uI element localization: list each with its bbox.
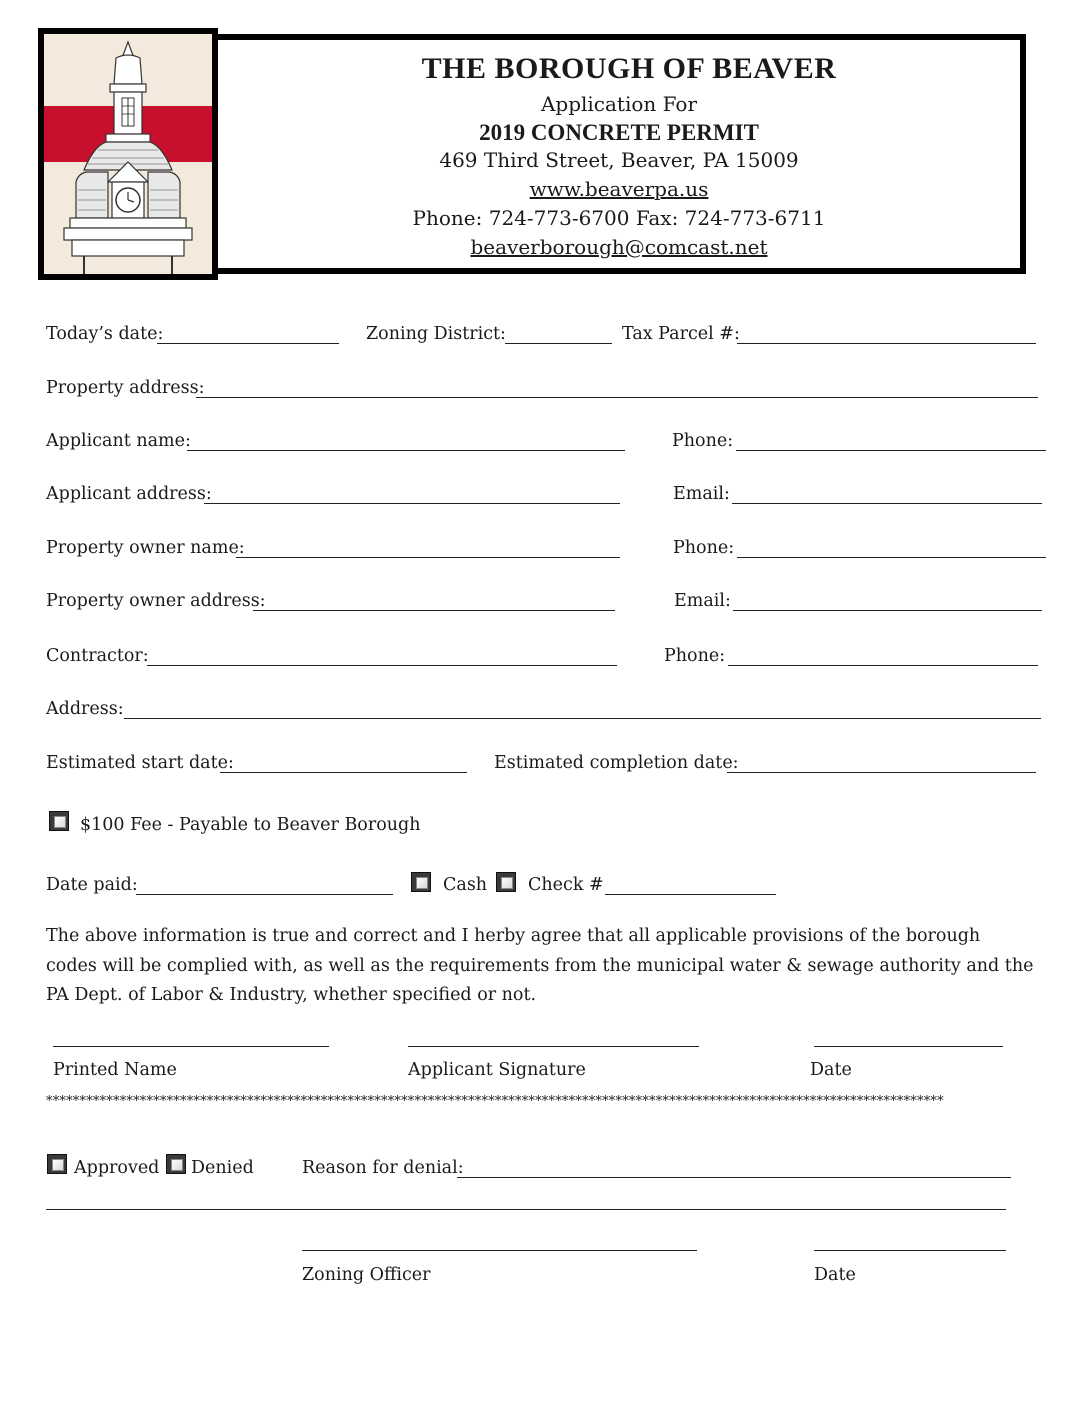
contractor-address-field[interactable] — [124, 718, 1041, 719]
permit-title: 2019 CONCRETE PERMIT — [479, 120, 759, 145]
applicant-name-label: Applicant name: — [46, 431, 191, 451]
reason-field[interactable] — [457, 1177, 1011, 1178]
clock-tower-illustration — [44, 34, 212, 274]
application-for: Application For — [540, 92, 698, 116]
printed-name-label: Printed Name — [53, 1060, 177, 1080]
borough-title: THE BOROUGH OF BEAVER — [421, 52, 837, 85]
owner-phone-field[interactable] — [737, 557, 1046, 558]
owner-email-label: Email: — [674, 591, 731, 611]
property-address-label: Property address: — [46, 378, 205, 398]
letterhead — [212, 34, 1026, 274]
owner-address-field[interactable] — [253, 610, 615, 611]
contractor-phone-label: Phone: — [664, 646, 726, 666]
agreement-statement: The above information is true and correct and I herby agree that all applicable provisions of the borough codes will be complied with, as well as the requirements from the municipal water & sewage authority and the PA Dept. of Labor & Industry, whether specified or not. — [46, 926, 1034, 1005]
est-completion-label: Estimated completion date: — [494, 753, 739, 773]
applicant-address-field[interactable] — [204, 503, 620, 504]
reason-field-continued[interactable] — [46, 1209, 1006, 1210]
zoning-district-label: Zoning District: — [366, 324, 506, 344]
applicant-signature-label: Applicant Signature — [408, 1060, 586, 1080]
owner-name-label: Property owner name: — [46, 538, 245, 558]
contractor-label: Contractor: — [46, 646, 149, 666]
website-link[interactable]: www.beaverpa.us — [529, 177, 709, 201]
est-start-label: Estimated start date: — [46, 753, 234, 773]
email-link[interactable]: beaverborough@comcast.net — [470, 235, 768, 259]
phone-fax: Phone: 724-773-6700 Fax: 724-773-6711 — [412, 206, 826, 230]
check-label: Check # — [528, 875, 604, 895]
tax-parcel-field[interactable] — [737, 343, 1036, 344]
owner-email-field[interactable] — [733, 610, 1042, 611]
est-start-field[interactable] — [220, 772, 467, 773]
signature-line[interactable] — [408, 1046, 699, 1047]
applicant-name-field[interactable] — [187, 450, 625, 451]
separator: ************************************************************************************************************************************** — [46, 1094, 944, 1109]
property-address-field[interactable] — [196, 397, 1038, 398]
owner-name-field[interactable] — [236, 557, 620, 558]
check-number-field[interactable] — [605, 894, 776, 895]
est-completion-field[interactable] — [727, 772, 1036, 773]
todays-date-label: Today’s date: — [46, 324, 164, 344]
borough-logo — [38, 28, 218, 280]
approved-checkbox[interactable] — [47, 1154, 67, 1174]
signature-date-line[interactable] — [814, 1046, 1003, 1047]
denied-checkbox[interactable] — [166, 1154, 186, 1174]
fee-label: $100 Fee - Payable to Beaver Borough — [80, 815, 421, 835]
fee-checkbox[interactable] — [49, 811, 69, 831]
owner-phone-label: Phone: — [673, 538, 735, 558]
date-paid-label: Date paid: — [46, 875, 138, 895]
todays-date-field[interactable] — [157, 343, 339, 344]
applicant-email-field[interactable] — [732, 503, 1042, 504]
denied-label: Denied — [191, 1158, 254, 1178]
contractor-address-label: Address: — [46, 699, 124, 719]
zoning-officer-line[interactable] — [302, 1250, 697, 1251]
check-checkbox[interactable] — [496, 872, 516, 892]
cash-label: Cash — [443, 875, 488, 895]
applicant-address-label: Applicant address: — [46, 484, 212, 504]
approved-label: Approved — [74, 1158, 160, 1178]
contractor-field[interactable] — [147, 665, 617, 666]
zoning-district-field[interactable] — [505, 343, 612, 344]
owner-address-label: Property owner address: — [46, 591, 266, 611]
contractor-phone-field[interactable] — [728, 665, 1038, 666]
printed-name-line[interactable] — [53, 1046, 329, 1047]
cash-checkbox[interactable] — [411, 872, 431, 892]
officer-date-label: Date — [814, 1265, 856, 1285]
date-paid-field[interactable] — [136, 894, 393, 895]
applicant-phone-field[interactable] — [736, 450, 1046, 451]
applicant-email-label: Email: — [673, 484, 730, 504]
tax-parcel-label: Tax Parcel #: — [622, 324, 740, 344]
signature-date-label: Date — [810, 1060, 852, 1080]
zoning-officer-label: Zoning Officer — [302, 1265, 431, 1285]
reason-label: Reason for denial: — [302, 1158, 464, 1178]
applicant-phone-label: Phone: — [672, 431, 734, 451]
officer-date-line[interactable] — [814, 1250, 1006, 1251]
borough-address: 469 Third Street, Beaver, PA 15009 — [439, 148, 799, 172]
